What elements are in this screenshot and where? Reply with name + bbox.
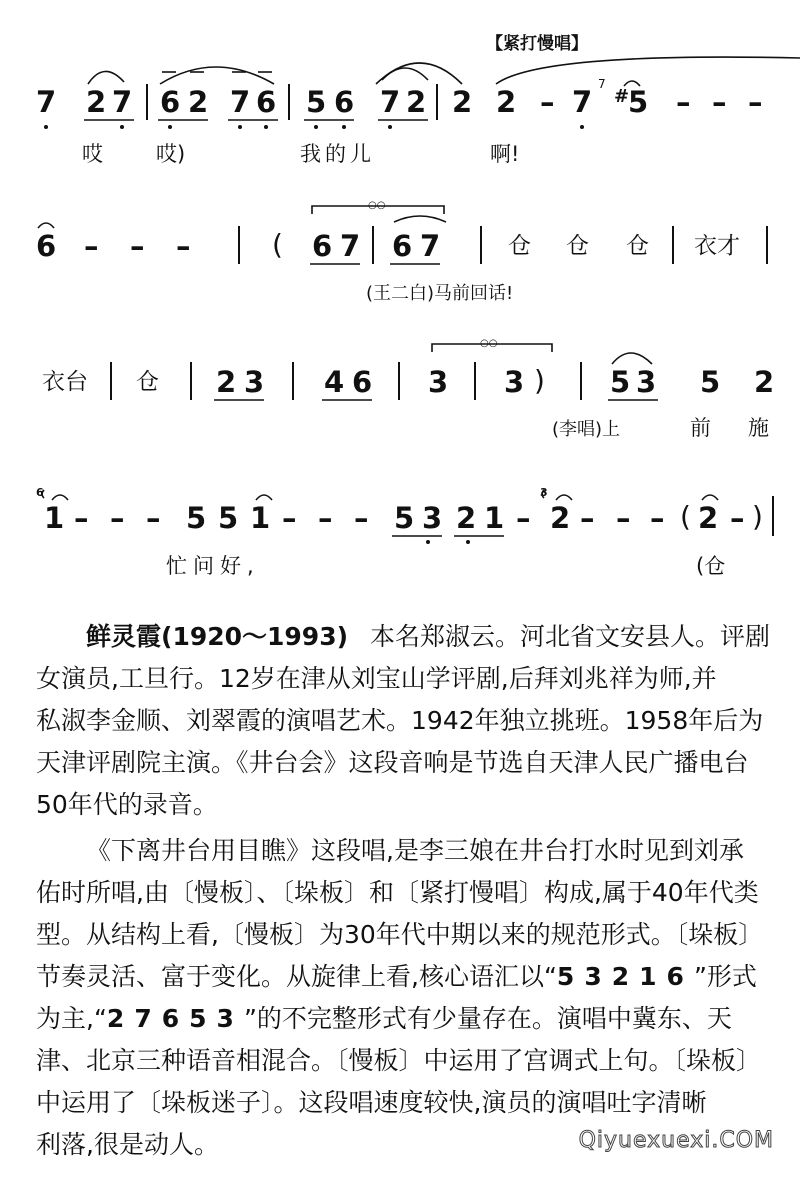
- note: 2: [216, 365, 237, 399]
- dash: –: [616, 501, 631, 535]
- performer-years: (1920～1993): [161, 622, 349, 651]
- dash: –: [580, 501, 595, 535]
- note: 2: [698, 501, 719, 535]
- lyric: (王二白)马前回话!: [366, 283, 514, 304]
- note: 2: [456, 501, 477, 535]
- note: 5: [306, 85, 327, 119]
- open-paren: (: [680, 500, 691, 533]
- note: 7: [340, 229, 361, 263]
- note: 7: [420, 229, 441, 263]
- percussion: 衣才: [694, 233, 740, 259]
- performer-name: 鲜灵霞: [86, 622, 162, 651]
- dash: –: [74, 501, 89, 535]
- dash: –: [146, 501, 161, 535]
- text-line: 本名郑淑云。河北省文安县人。评剧: [370, 622, 771, 651]
- text-line: ”形式: [693, 962, 757, 991]
- note: 6: [36, 229, 57, 263]
- motif-5-3-2-1-6: 53216: [557, 962, 694, 991]
- note: 5: [628, 85, 649, 119]
- dash: –: [712, 85, 727, 119]
- lyric: 忙问好,: [166, 554, 260, 578]
- note: 2: [452, 85, 473, 119]
- note: 2: [496, 85, 517, 119]
- note: 6: [160, 85, 181, 119]
- lyric: 哎): [156, 142, 186, 166]
- text-line: 为主,“: [36, 1004, 107, 1033]
- dash: –: [540, 85, 555, 119]
- tempo-label: 【紧打慢唱】: [486, 34, 588, 54]
- sharp-sign: #: [614, 86, 630, 107]
- note: 5: [700, 365, 721, 399]
- close-paren: ): [752, 500, 763, 533]
- lyric: 啊!: [490, 142, 520, 166]
- note: 5: [394, 501, 415, 535]
- note: 7: [230, 85, 251, 119]
- note: 5: [186, 501, 207, 535]
- note: 7: [380, 85, 401, 119]
- text-line: 中运用了〔垛板迷子〕。这段唱速度较快,演员的演唱吐字清晰: [36, 1088, 707, 1117]
- lyric: (仓: [696, 554, 726, 578]
- lyric: 前: [690, 416, 711, 440]
- motif-2-7-6-5-3: 27653: [107, 1004, 244, 1033]
- grace-note: 7: [598, 77, 606, 91]
- lyric: 施: [748, 416, 769, 440]
- note: 6: [334, 85, 355, 119]
- note: 2: [754, 365, 775, 399]
- dash: –: [130, 229, 145, 263]
- grace-note: 3: [540, 486, 548, 499]
- text-line: 型。从结构上看,〔慢板〕为30年代中期以来的规范形式。〔垛板〕: [36, 920, 764, 949]
- note: 7: [572, 85, 593, 119]
- note: 6: [392, 229, 413, 263]
- text-line: 50年代的录音。: [36, 790, 218, 819]
- note: 7: [36, 85, 57, 119]
- lyric: 哎: [82, 142, 103, 166]
- note: 1: [484, 501, 505, 535]
- circle-marks: ○○: [480, 338, 498, 349]
- text-line: 女演员,工旦行。12岁在津从刘宝山学评剧,后拜刘兆祥为师,并: [36, 664, 717, 693]
- text-line: 《下离井台用目瞧》这段唱,是李三娘在井台打水时见到刘承: [86, 836, 744, 865]
- percussion: 衣台: [42, 369, 88, 395]
- note: 5: [218, 501, 239, 535]
- text-line: ”的不完整形式有少量存在。演唱中冀东、天: [243, 1004, 732, 1033]
- circle-marks: ○○: [368, 200, 386, 211]
- note: 5: [610, 365, 631, 399]
- site-watermark: Qiyuexuexi.COM: [578, 1128, 774, 1153]
- note: 3: [636, 365, 657, 399]
- dash: –: [176, 229, 191, 263]
- note: 2: [188, 85, 209, 119]
- note: 4: [324, 365, 345, 399]
- note: 3: [504, 365, 525, 399]
- note: 6: [312, 229, 333, 263]
- lyric: 我的儿: [300, 142, 375, 166]
- text-line: 私淑李金顺、刘翠霞的演唱艺术。1942年独立挑班。1958年后为: [36, 706, 764, 735]
- note: 7: [112, 85, 133, 119]
- note: 3: [428, 365, 449, 399]
- note: 1: [250, 501, 271, 535]
- dash: –: [516, 501, 531, 535]
- grace-note: 6: [36, 486, 44, 499]
- percussion: 仓: [508, 233, 531, 259]
- note: 2: [406, 85, 427, 119]
- note: 2: [550, 501, 571, 535]
- close-paren: ): [534, 364, 545, 397]
- text-line: 津、北京三种语音相混合。〔慢板〕中运用了宫调式上句。〔垛板〕: [36, 1046, 762, 1075]
- note: 6: [352, 365, 373, 399]
- open-paren: (: [272, 228, 283, 261]
- note: 6: [256, 85, 277, 119]
- dash: –: [354, 501, 369, 535]
- text-line: 天津评剧院主演。《井台会》这段音响是节选自天津人民广播电台: [36, 748, 749, 777]
- text-line: 节奏灵活、富于变化。从旋律上看,核心语汇以“: [36, 962, 557, 991]
- percussion: 仓: [136, 369, 159, 395]
- dash: –: [282, 501, 297, 535]
- dash: –: [748, 85, 763, 119]
- percussion: 仓: [626, 233, 649, 259]
- dash: –: [650, 501, 665, 535]
- dash: –: [84, 229, 99, 263]
- dash: –: [318, 501, 333, 535]
- dash: –: [110, 501, 125, 535]
- dash: –: [676, 85, 691, 119]
- dash: –: [730, 501, 745, 535]
- note: 3: [244, 365, 265, 399]
- percussion: 仓: [566, 233, 589, 259]
- note: 3: [422, 501, 443, 535]
- text-line: 利落,很是动人。: [36, 1130, 219, 1159]
- note: 1: [44, 501, 65, 535]
- note: 2: [86, 85, 107, 119]
- lyric: (李唱)上: [552, 419, 621, 440]
- text-line: 佑时所唱,由〔慢板〕、〔垛板〕和〔紧打慢唱〕构成,属于40年代类: [36, 878, 759, 907]
